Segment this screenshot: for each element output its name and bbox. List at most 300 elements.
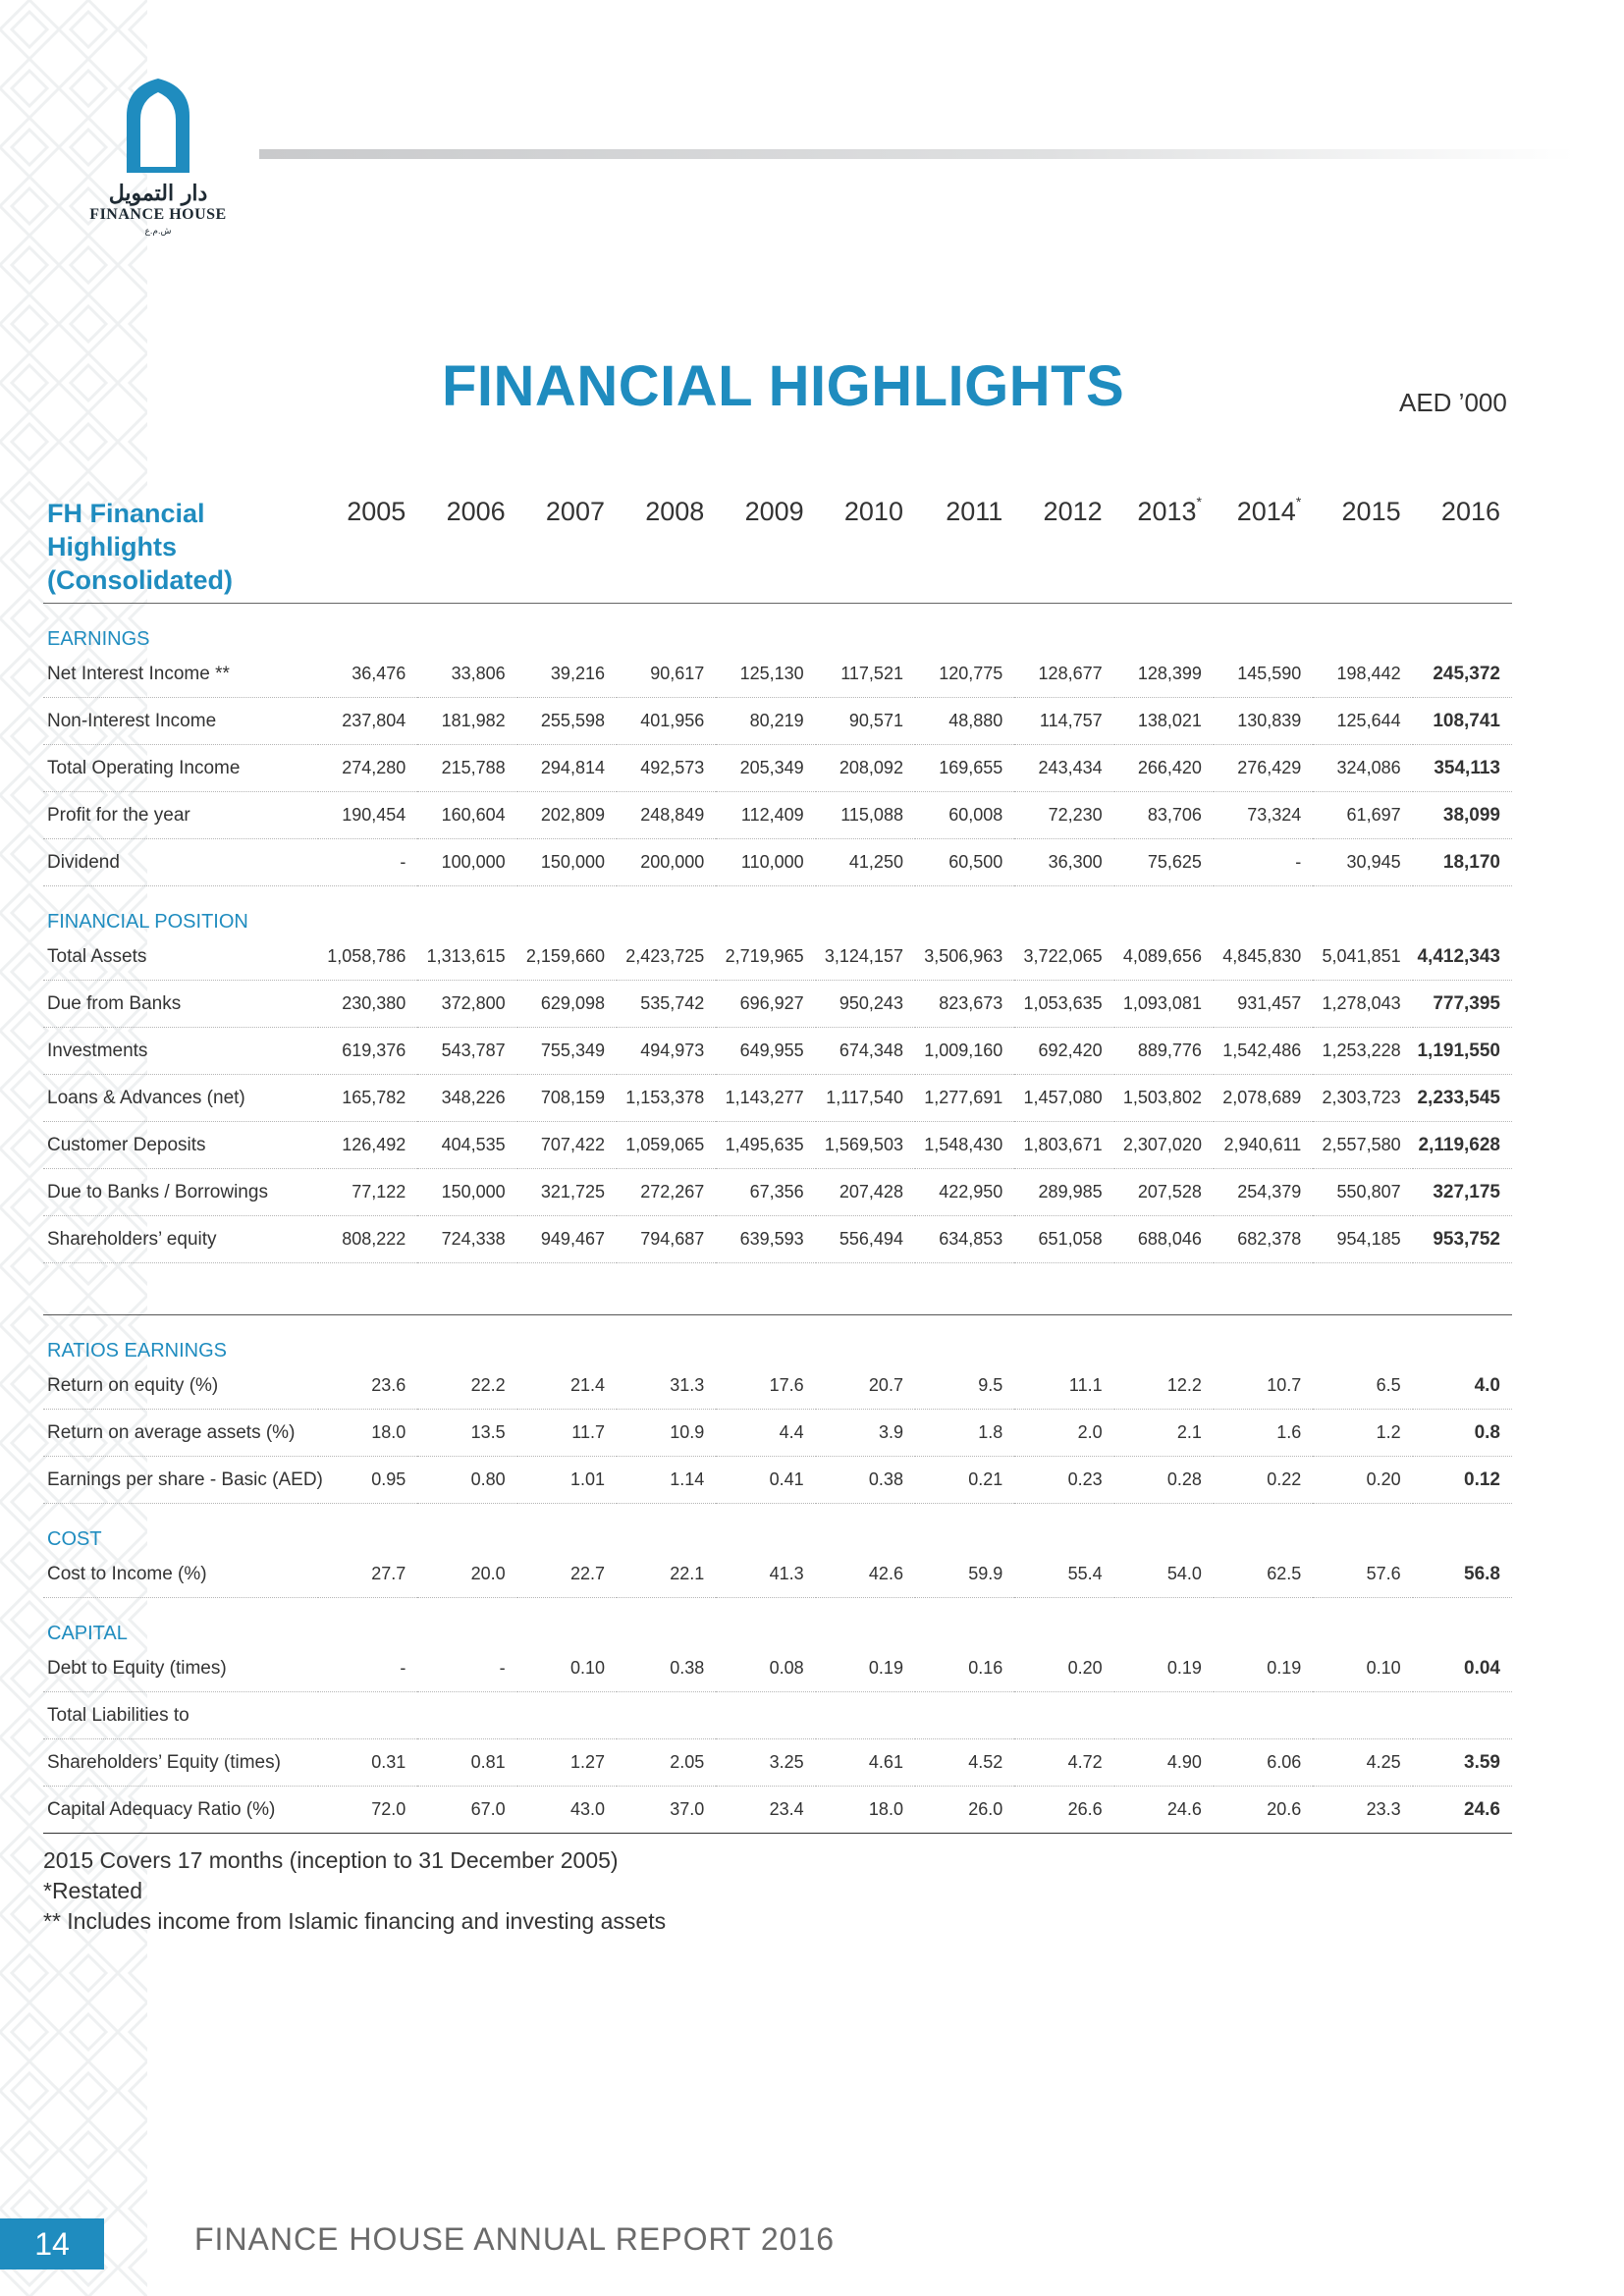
table-cell: 1,059,065 [617, 1122, 716, 1169]
table-cell: 20.6 [1214, 1787, 1313, 1834]
table-cell: 953,752 [1413, 1216, 1512, 1263]
row-label: Return on equity (%) [43, 1362, 318, 1410]
table-cell: 112,409 [716, 792, 815, 839]
logo-english-name: FINANCE HOUSE [89, 206, 227, 223]
table-cell: 128,399 [1114, 651, 1214, 698]
table-cell: 0.38 [816, 1457, 915, 1504]
section-title: FINANCIAL POSITION [47, 911, 248, 933]
table-cell: 889,776 [1114, 1028, 1214, 1075]
year-header: 2011 [946, 497, 1003, 526]
table-cell: 4,412,343 [1413, 934, 1512, 981]
table-cell: 255,598 [517, 698, 617, 745]
table-cell: 26.6 [1014, 1787, 1113, 1834]
table-cell: 48,880 [915, 698, 1014, 745]
row-label: Loans & Advances (net) [43, 1075, 318, 1122]
table-cell: 289,985 [1014, 1169, 1113, 1216]
row-label: Earnings per share - Basic (AED) [43, 1457, 318, 1504]
table-cell: 3,506,963 [915, 934, 1014, 981]
table-cell: 707,422 [517, 1122, 617, 1169]
section-title: RATIOS EARNINGS [47, 1340, 227, 1362]
table-cell: 54.0 [1114, 1551, 1214, 1598]
table-cell: 30,945 [1313, 839, 1412, 886]
section-heading-row [43, 886, 1512, 934]
table-cell: 4.72 [1014, 1739, 1113, 1787]
table-cell: 20.7 [816, 1362, 915, 1410]
table-cell: 2.0 [1014, 1410, 1113, 1457]
table-row [43, 1169, 1512, 1216]
table-cell: 198,442 [1313, 651, 1412, 698]
table-cell: 1,053,635 [1014, 981, 1113, 1028]
table-row [43, 651, 1512, 698]
restated-mark: * [1196, 494, 1202, 509]
table-cell: 23.4 [716, 1787, 815, 1834]
table-cell: 1,277,691 [915, 1075, 1014, 1122]
table-row [43, 745, 1512, 792]
table-cell: - [318, 1645, 417, 1692]
table-row [43, 1787, 1512, 1834]
table-cell: 0.19 [1214, 1645, 1313, 1692]
table-cell: 73,324 [1214, 792, 1313, 839]
page-number: 14 [0, 2218, 104, 2269]
table-cell: 23.3 [1313, 1787, 1412, 1834]
table-cell: 160,604 [417, 792, 516, 839]
table-cell: 708,159 [517, 1075, 617, 1122]
table-row [43, 1362, 1512, 1410]
table-cell: 0.22 [1214, 1457, 1313, 1504]
table-cell: 55.4 [1014, 1551, 1113, 1598]
table-cell: 4.25 [1313, 1739, 1412, 1787]
table-cell [1114, 1692, 1214, 1739]
table-cell: 2,557,580 [1313, 1122, 1412, 1169]
table-cell: 354,113 [1413, 745, 1512, 792]
table-cell: 1,153,378 [617, 1075, 716, 1122]
table-cell: 59.9 [915, 1551, 1014, 1598]
table-cell: 75,625 [1114, 839, 1214, 886]
table-row [43, 1551, 1512, 1598]
table-cell: 90,571 [816, 698, 915, 745]
table-cell: 0.19 [816, 1645, 915, 1692]
table-cell: 31.3 [617, 1362, 716, 1410]
table-cell: 3.9 [816, 1410, 915, 1457]
table-cell: 57.6 [1313, 1551, 1412, 1598]
row-label: Total Liabilities to [43, 1692, 318, 1739]
table-cell [1214, 1692, 1313, 1739]
table-cell: 688,046 [1114, 1216, 1214, 1263]
table-cell: 401,956 [617, 698, 716, 745]
table-cell [617, 1692, 716, 1739]
row-label: Investments [43, 1028, 318, 1075]
table-cell: 11.1 [1014, 1362, 1113, 1410]
table-cell: 1,457,080 [1014, 1075, 1113, 1122]
table-cell: 202,809 [517, 792, 617, 839]
section-heading-row [43, 1315, 1512, 1363]
table-cell: 272,267 [617, 1169, 716, 1216]
table-cell: 0.23 [1014, 1457, 1113, 1504]
table-cell: 1,253,228 [1313, 1028, 1412, 1075]
table-cell: 2.1 [1114, 1410, 1214, 1457]
table-cell: 1,495,635 [716, 1122, 815, 1169]
table-cell: 2,940,611 [1214, 1122, 1313, 1169]
table-cell: 237,804 [318, 698, 417, 745]
table-cell: 150,000 [517, 839, 617, 886]
table-cell: - [318, 839, 417, 886]
table-row [43, 1457, 1512, 1504]
year-header: 2009 [744, 497, 804, 526]
table-cell: 1,093,081 [1114, 981, 1214, 1028]
table-cell: 18.0 [318, 1410, 417, 1457]
table-cell: 2,307,020 [1114, 1122, 1214, 1169]
row-label: Capital Adequacy Ratio (%) [43, 1787, 318, 1834]
footnotes [43, 1845, 666, 1937]
table-cell: 4.61 [816, 1739, 915, 1787]
section-title: COST [47, 1528, 102, 1550]
table-header-label: FH Financial Highlights (Consolidated) [47, 499, 233, 595]
table-cell: 215,788 [417, 745, 516, 792]
table-cell: 117,521 [816, 651, 915, 698]
table-cell: 494,973 [617, 1028, 716, 1075]
table-cell: 130,839 [1214, 698, 1313, 745]
table-cell: 100,000 [417, 839, 516, 886]
table-cell: 3,722,065 [1014, 934, 1113, 981]
table-cell: 6.5 [1313, 1362, 1412, 1410]
table-cell: 4.4 [716, 1410, 815, 1457]
table-cell: 10.9 [617, 1410, 716, 1457]
table-cell: 67.0 [417, 1787, 516, 1834]
table-cell: 20.0 [417, 1551, 516, 1598]
table-cell: 26.0 [915, 1787, 1014, 1834]
table-cell: 248,849 [617, 792, 716, 839]
currency-unit: AED ’000 [1399, 388, 1507, 417]
table-cell: 128,677 [1014, 651, 1113, 698]
table-row [43, 1692, 1512, 1739]
table-cell: 4,089,656 [1114, 934, 1214, 981]
table-cell: 2,078,689 [1214, 1075, 1313, 1122]
section-heading-row [43, 604, 1512, 652]
table-cell: 41.3 [716, 1551, 815, 1598]
year-header: 2012 [1043, 497, 1103, 526]
table-cell: 327,175 [1413, 1169, 1512, 1216]
row-label: Non-Interest Income [43, 698, 318, 745]
row-label: Profit for the year [43, 792, 318, 839]
table-cell: 245,372 [1413, 651, 1512, 698]
table-row [43, 1645, 1512, 1692]
section-heading-row [43, 1598, 1512, 1646]
table-cell: 190,454 [318, 792, 417, 839]
finance-house-logo [75, 77, 242, 234]
table-cell: 254,379 [1214, 1169, 1313, 1216]
table-cell: 649,955 [716, 1028, 815, 1075]
table-cell: 1,117,540 [816, 1075, 915, 1122]
table-cell: 0.04 [1413, 1645, 1512, 1692]
table-cell: 108,741 [1413, 698, 1512, 745]
table-cell: 43.0 [517, 1787, 617, 1834]
table-cell: 21.4 [517, 1362, 617, 1410]
table-cell: 1,803,671 [1014, 1122, 1113, 1169]
table-cell: 954,185 [1313, 1216, 1412, 1263]
table-cell: 61,697 [1313, 792, 1412, 839]
table-cell: 2,119,628 [1413, 1122, 1512, 1169]
table-cell [915, 1692, 1014, 1739]
table-cell: 535,742 [617, 981, 716, 1028]
table-cell: 24.6 [1114, 1787, 1214, 1834]
table-cell: 1,058,786 [318, 934, 417, 981]
table-cell: 724,338 [417, 1216, 516, 1263]
table-cell: 10.7 [1214, 1362, 1313, 1410]
table-cell: 492,573 [617, 745, 716, 792]
table-cell: 0.20 [1313, 1457, 1412, 1504]
row-label: Shareholders’ Equity (times) [43, 1739, 318, 1787]
table-cell: 3,124,157 [816, 934, 915, 981]
table-cell: 422,950 [915, 1169, 1014, 1216]
year-header: 2007 [545, 497, 605, 526]
row-label: Cost to Income (%) [43, 1551, 318, 1598]
table-row [43, 934, 1512, 981]
table-cell: 56.8 [1413, 1551, 1512, 1598]
table-cell: 125,644 [1313, 698, 1412, 745]
footnote: 2015 Covers 17 months (inception to 31 December 2005) [43, 1847, 619, 1873]
table-cell [417, 1692, 516, 1739]
table-cell: 145,590 [1214, 651, 1313, 698]
table-cell: 42.6 [816, 1551, 915, 1598]
table-cell: - [1214, 839, 1313, 886]
table-cell: 404,535 [417, 1122, 516, 1169]
table-row [43, 839, 1512, 886]
table-cell: 138,021 [1114, 698, 1214, 745]
table-cell: 22.2 [417, 1362, 516, 1410]
financial-highlights-table [43, 491, 1512, 1834]
table-cell: 949,467 [517, 1216, 617, 1263]
table-cell: 22.7 [517, 1551, 617, 1598]
table-cell: 0.41 [716, 1457, 815, 1504]
table-row [43, 1739, 1512, 1787]
table-cell [318, 1692, 417, 1739]
table-cell: 37.0 [617, 1787, 716, 1834]
table-cell: 794,687 [617, 1216, 716, 1263]
table-cell [1313, 1692, 1412, 1739]
table-cell: 83,706 [1114, 792, 1214, 839]
table-cell: 2,719,965 [716, 934, 815, 981]
table-cell: 67,356 [716, 1169, 815, 1216]
table-row [43, 1075, 1512, 1122]
year-header: 2008 [645, 497, 705, 526]
table-cell: 72,230 [1014, 792, 1113, 839]
table-cell: 36,476 [318, 651, 417, 698]
table-cell: 27.7 [318, 1551, 417, 1598]
table-cell: 0.21 [915, 1457, 1014, 1504]
table-cell: 0.31 [318, 1739, 417, 1787]
table-cell: 2,303,723 [1313, 1075, 1412, 1122]
table-cell: 0.10 [517, 1645, 617, 1692]
table-cell [816, 1692, 915, 1739]
table-cell: 1,503,802 [1114, 1075, 1214, 1122]
table-cell: 36,300 [1014, 839, 1113, 886]
table-cell: 550,807 [1313, 1169, 1412, 1216]
table-cell: 169,655 [915, 745, 1014, 792]
table-cell: 0.08 [716, 1645, 815, 1692]
row-label: Dividend [43, 839, 318, 886]
table-cell: 200,000 [617, 839, 716, 886]
footnote: *Restated [43, 1878, 143, 1903]
table-cell: 23.6 [318, 1362, 417, 1410]
section-heading-row [43, 1504, 1512, 1552]
row-label: Total Operating Income [43, 745, 318, 792]
table-cell: 634,853 [915, 1216, 1014, 1263]
table-cell: 115,088 [816, 792, 915, 839]
table-row [43, 981, 1512, 1028]
table-cell: 1,542,486 [1214, 1028, 1313, 1075]
table-cell: 72.0 [318, 1787, 417, 1834]
table-cell: 18.0 [816, 1787, 915, 1834]
logo-sub-text: ش.م.ع [144, 226, 172, 236]
table-cell: 2.05 [617, 1739, 716, 1787]
table-cell: 4,845,830 [1214, 934, 1313, 981]
table-cell: 0.28 [1114, 1457, 1214, 1504]
restated-mark: * [1295, 494, 1302, 509]
table-cell: - [417, 1645, 516, 1692]
table-cell: 41,250 [816, 839, 915, 886]
table-cell: 80,219 [716, 698, 815, 745]
table-cell: 110,000 [716, 839, 815, 886]
table-cell: 205,349 [716, 745, 815, 792]
table-cell: 17.6 [716, 1362, 815, 1410]
table-cell: 1,569,503 [816, 1122, 915, 1169]
table-cell: 543,787 [417, 1028, 516, 1075]
table-row [43, 698, 1512, 745]
table-cell: 348,226 [417, 1075, 516, 1122]
table-cell: 1.27 [517, 1739, 617, 1787]
table-cell: 682,378 [1214, 1216, 1313, 1263]
table-cell: 1.8 [915, 1410, 1014, 1457]
table-cell: 13.5 [417, 1410, 516, 1457]
table-cell: 90,617 [617, 651, 716, 698]
section-divider [43, 1263, 1512, 1315]
table-cell: 77,122 [318, 1169, 417, 1216]
table-cell: 651,058 [1014, 1216, 1113, 1263]
section-title: EARNINGS [47, 628, 150, 650]
row-label: Net Interest Income ** [43, 651, 318, 698]
table-cell: 181,982 [417, 698, 516, 745]
table-cell: 4.52 [915, 1739, 1014, 1787]
table-cell: 4.90 [1114, 1739, 1214, 1787]
report-name: FINANCE HOUSE ANNUAL REPORT 2016 [194, 2221, 836, 2257]
table-row [43, 1122, 1512, 1169]
table-cell: 0.10 [1313, 1645, 1412, 1692]
table-cell: 619,376 [318, 1028, 417, 1075]
table-cell: 1,191,550 [1413, 1028, 1512, 1075]
table-cell: 5,041,851 [1313, 934, 1412, 981]
table-cell: 9.5 [915, 1362, 1014, 1410]
table-cell: 0.81 [417, 1739, 516, 1787]
table-cell: 33,806 [417, 651, 516, 698]
year-header: 2016 [1440, 497, 1500, 526]
table-cell: 1.2 [1313, 1410, 1412, 1457]
table-cell: 276,429 [1214, 745, 1313, 792]
year-header: 2014* [1236, 494, 1302, 526]
table-cell: 2,423,725 [617, 934, 716, 981]
table-cell: 629,098 [517, 981, 617, 1028]
table-cell: 1.01 [517, 1457, 617, 1504]
table-cell: 60,500 [915, 839, 1014, 886]
year-header: 2010 [843, 497, 903, 526]
table-cell: 207,528 [1114, 1169, 1214, 1216]
table-cell: 0.8 [1413, 1410, 1512, 1457]
table-cell: 1,143,277 [716, 1075, 815, 1122]
table-cell: 324,086 [1313, 745, 1412, 792]
row-label: Shareholders’ equity [43, 1216, 318, 1263]
table-cell: 165,782 [318, 1075, 417, 1122]
table-cell: 125,130 [716, 651, 815, 698]
row-label: Due from Banks [43, 981, 318, 1028]
year-header: 2005 [347, 497, 406, 526]
table-cell: 674,348 [816, 1028, 915, 1075]
table-row [43, 1028, 1512, 1075]
logo-arabic-name: دار التمويل [108, 181, 208, 206]
table-cell: 150,000 [417, 1169, 516, 1216]
table-row [43, 792, 1512, 839]
table-cell: 3.25 [716, 1739, 815, 1787]
table-cell: 0.16 [915, 1645, 1014, 1692]
table-cell: 266,420 [1114, 745, 1214, 792]
table-cell: 12.2 [1114, 1362, 1214, 1410]
table-cell: 6.06 [1214, 1739, 1313, 1787]
table-cell: 3.59 [1413, 1739, 1512, 1787]
table-cell: 2,233,545 [1413, 1075, 1512, 1122]
table-cell: 18,170 [1413, 839, 1512, 886]
year-header: 2015 [1341, 497, 1401, 526]
table-cell: 755,349 [517, 1028, 617, 1075]
table-cell: 0.12 [1413, 1457, 1512, 1504]
table-cell: 243,434 [1014, 745, 1113, 792]
table-cell: 692,420 [1014, 1028, 1113, 1075]
table-cell: 0.38 [617, 1645, 716, 1692]
table-cell: 0.95 [318, 1457, 417, 1504]
row-label: Due to Banks / Borrowings [43, 1169, 318, 1216]
table-cell: 1.14 [617, 1457, 716, 1504]
table-cell: 38,099 [1413, 792, 1512, 839]
table-cell: 294,814 [517, 745, 617, 792]
table-cell: 62.5 [1214, 1551, 1313, 1598]
table-cell: 0.19 [1114, 1645, 1214, 1692]
year-header: 2006 [446, 497, 506, 526]
row-label: Debt to Equity (times) [43, 1645, 318, 1692]
table-cell: 372,800 [417, 981, 516, 1028]
table-cell: 639,593 [716, 1216, 815, 1263]
table-cell: 60,008 [915, 792, 1014, 839]
table-row [43, 1410, 1512, 1457]
row-label: Return on average assets (%) [43, 1410, 318, 1457]
year-header: 2013* [1137, 494, 1202, 526]
row-label: Total Assets [43, 934, 318, 981]
table-row [43, 1216, 1512, 1263]
table-cell: 1,009,160 [915, 1028, 1014, 1075]
table-cell [517, 1692, 617, 1739]
table-cell: 24.6 [1413, 1787, 1512, 1834]
table-cell: 0.20 [1014, 1645, 1113, 1692]
table-cell: 208,092 [816, 745, 915, 792]
table-cell: 777,395 [1413, 981, 1512, 1028]
footnote: ** Includes income from Islamic financing and investing assets [43, 1908, 667, 1934]
table-cell: 2,159,660 [517, 934, 617, 981]
table-cell: 950,243 [816, 981, 915, 1028]
table-cell [1014, 1692, 1113, 1739]
table-cell: 1.6 [1214, 1410, 1313, 1457]
table-cell [716, 1692, 815, 1739]
table-cell: 22.1 [617, 1551, 716, 1598]
table-cell: 696,927 [716, 981, 815, 1028]
table-cell: 114,757 [1014, 698, 1113, 745]
section-title: CAPITAL [47, 1623, 128, 1644]
table-cell: 207,428 [816, 1169, 915, 1216]
